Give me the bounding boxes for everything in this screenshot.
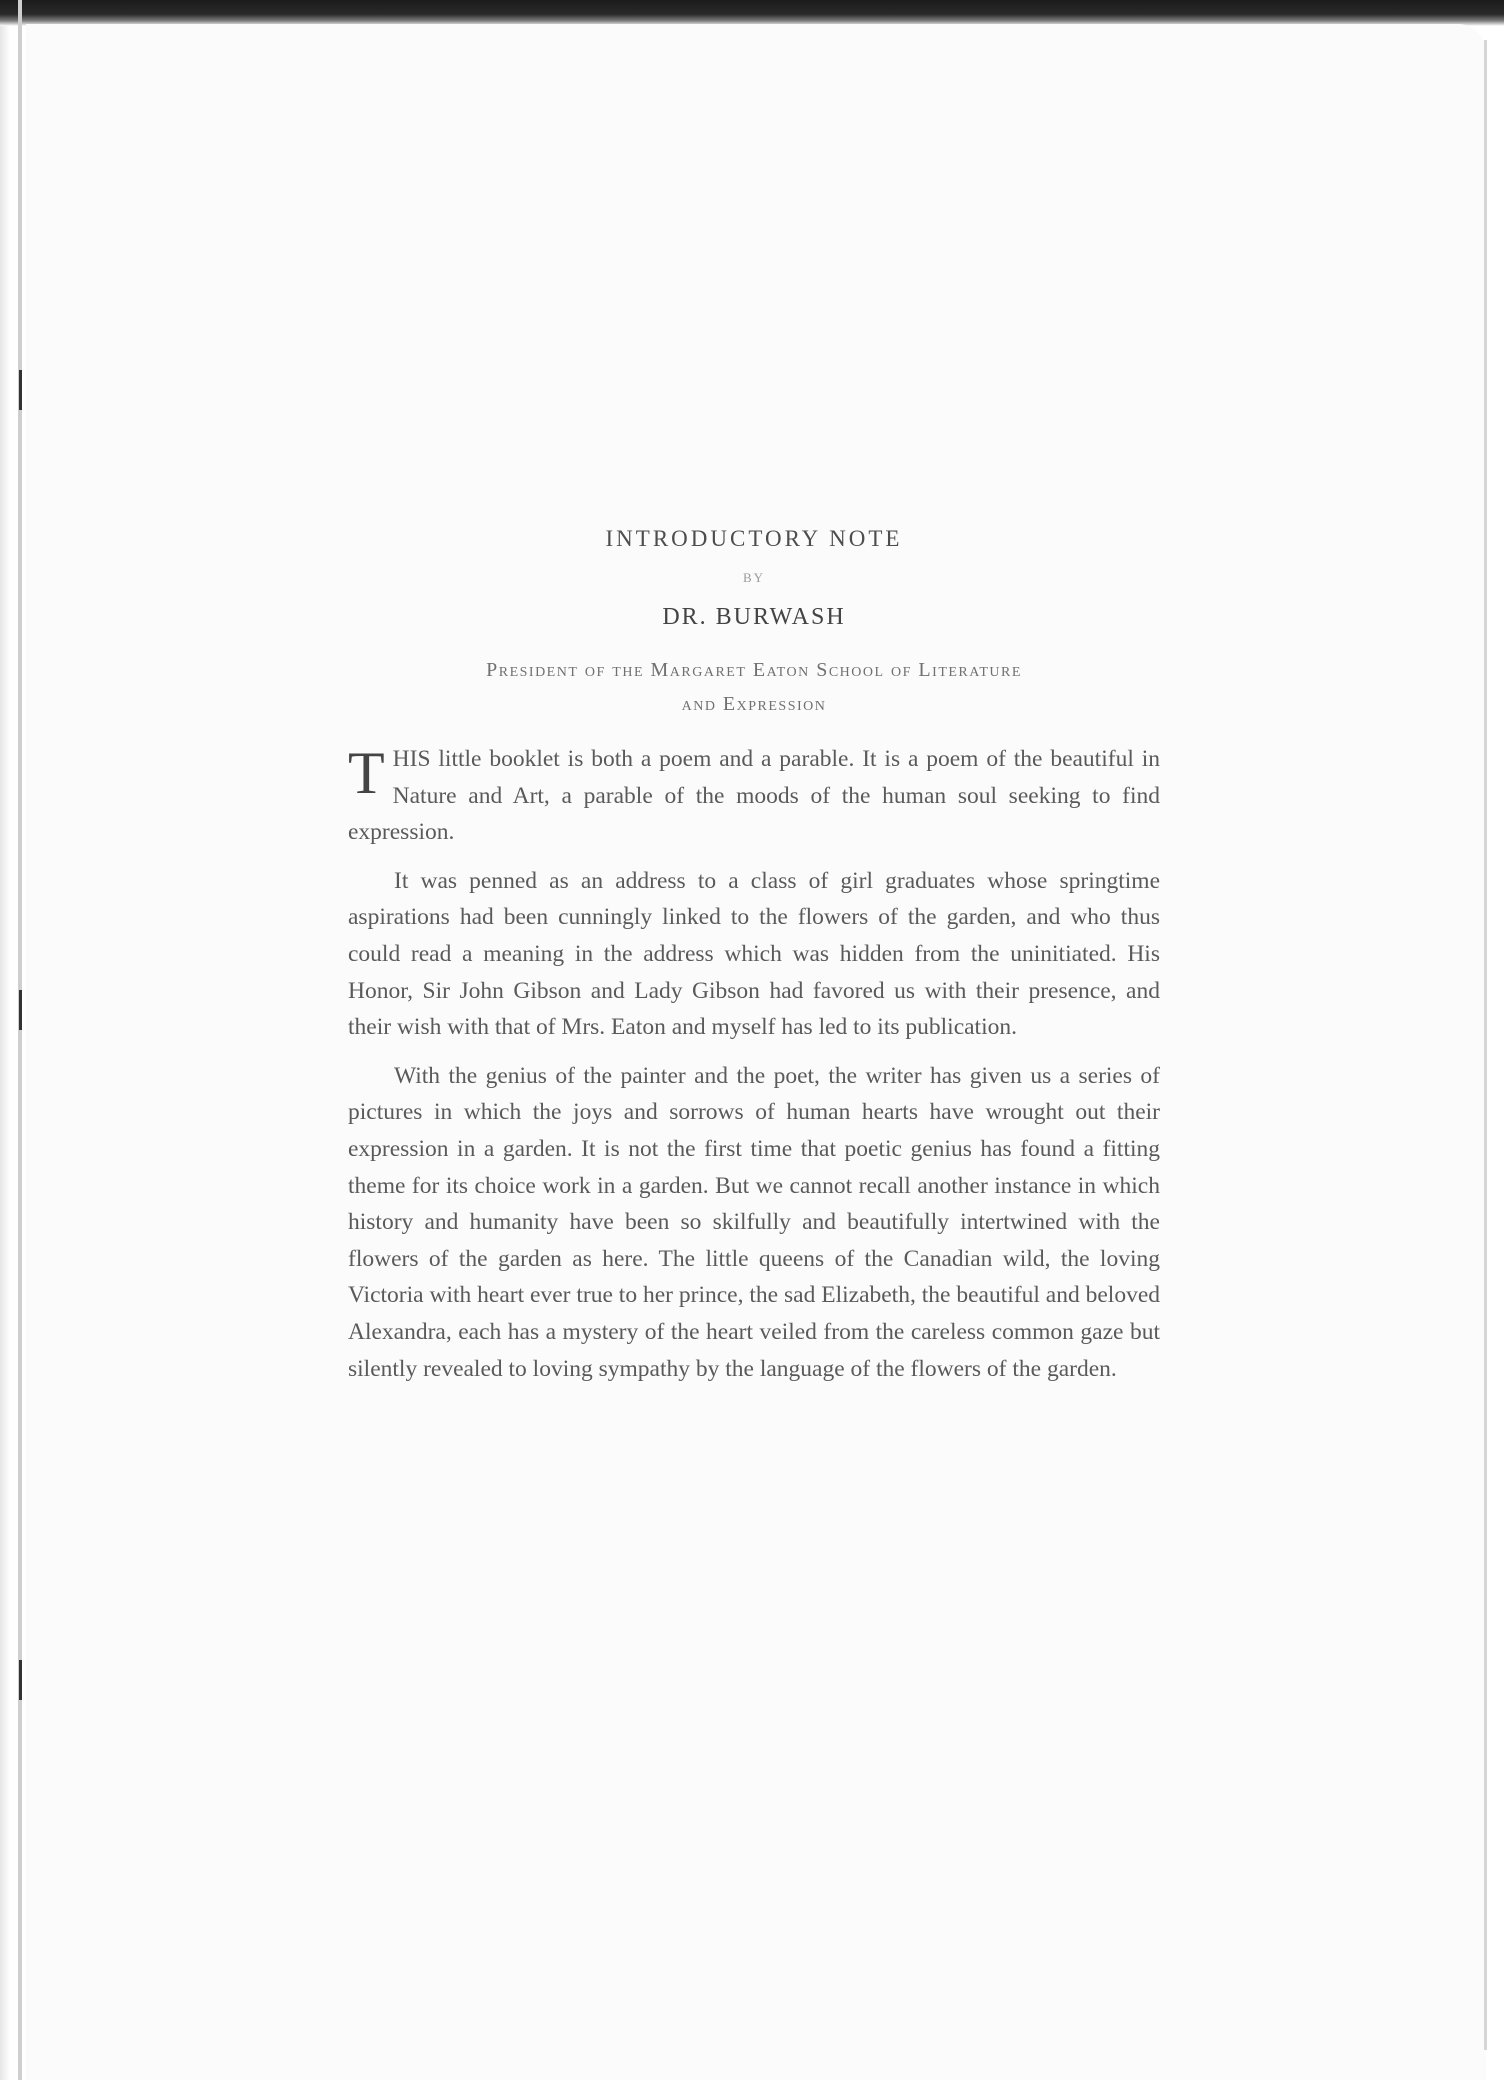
- paragraph-1: [348, 741, 1160, 851]
- binding-mark: [19, 1660, 22, 1700]
- binding-mark: [19, 370, 22, 410]
- paragraph-1-text: HIS little booklet is both a poem and a parable. It is a poem of the beautiful in Nature and Art, a parable of the moods of the human soul seeking to find expression.: [348, 746, 1160, 846]
- drop-cap: T: [348, 740, 385, 806]
- note-content: [348, 520, 1160, 1387]
- note-by: BY: [742, 570, 766, 585]
- paragraph-2: It was penned as an address to a class of girl graduates whose springtime aspirations had been cunningly linked to the flowers of the garden, and who thus could read a meaning in the address which was hidden from the uninitiated. His Honor, Sir John Gibson and Lady Gibson had favored us with their presence, and their wish with that of Mrs. Eaton and myself has led to its publication.: [348, 867, 1160, 1041]
- author-affiliation: [348, 653, 1160, 721]
- page-left-shadow: [0, 0, 10, 2080]
- affiliation-line-2: and Expression: [681, 693, 827, 715]
- affiliation-line-1: President of the Margaret Eaton School of Literature: [486, 659, 1022, 681]
- page-top-edge: [0, 0, 1504, 26]
- page-right-edge: [1484, 40, 1487, 2050]
- page-left-edge: [18, 0, 22, 2080]
- binding-mark: [19, 990, 22, 1030]
- paragraph-3: With the genius of the painter and the poet, the writer has given us a series of pictures in which the joys and sorrows of human hearts have wrought out their expression in a garden. It is not the first time that poetic genius has found a fitting theme for its choice work in a garden. But we cannot recall another instance in which history and humanity have been so skilfully and beautifully intertwined with the flowers of the garden as here. The little queens of the Canadian wild, the loving Victoria with heart ever true to her prince, the sad Elizabeth, the beautiful and beloved Alexandra, each has a mystery of the heart veiled from the careless common gaze but silently revealed to loving sympathy by the language of the flowers of the garden.: [348, 1062, 1160, 1382]
- note-author: DR. BURWASH: [662, 604, 846, 630]
- note-title: INTRODUCTORY NOTE: [605, 526, 903, 551]
